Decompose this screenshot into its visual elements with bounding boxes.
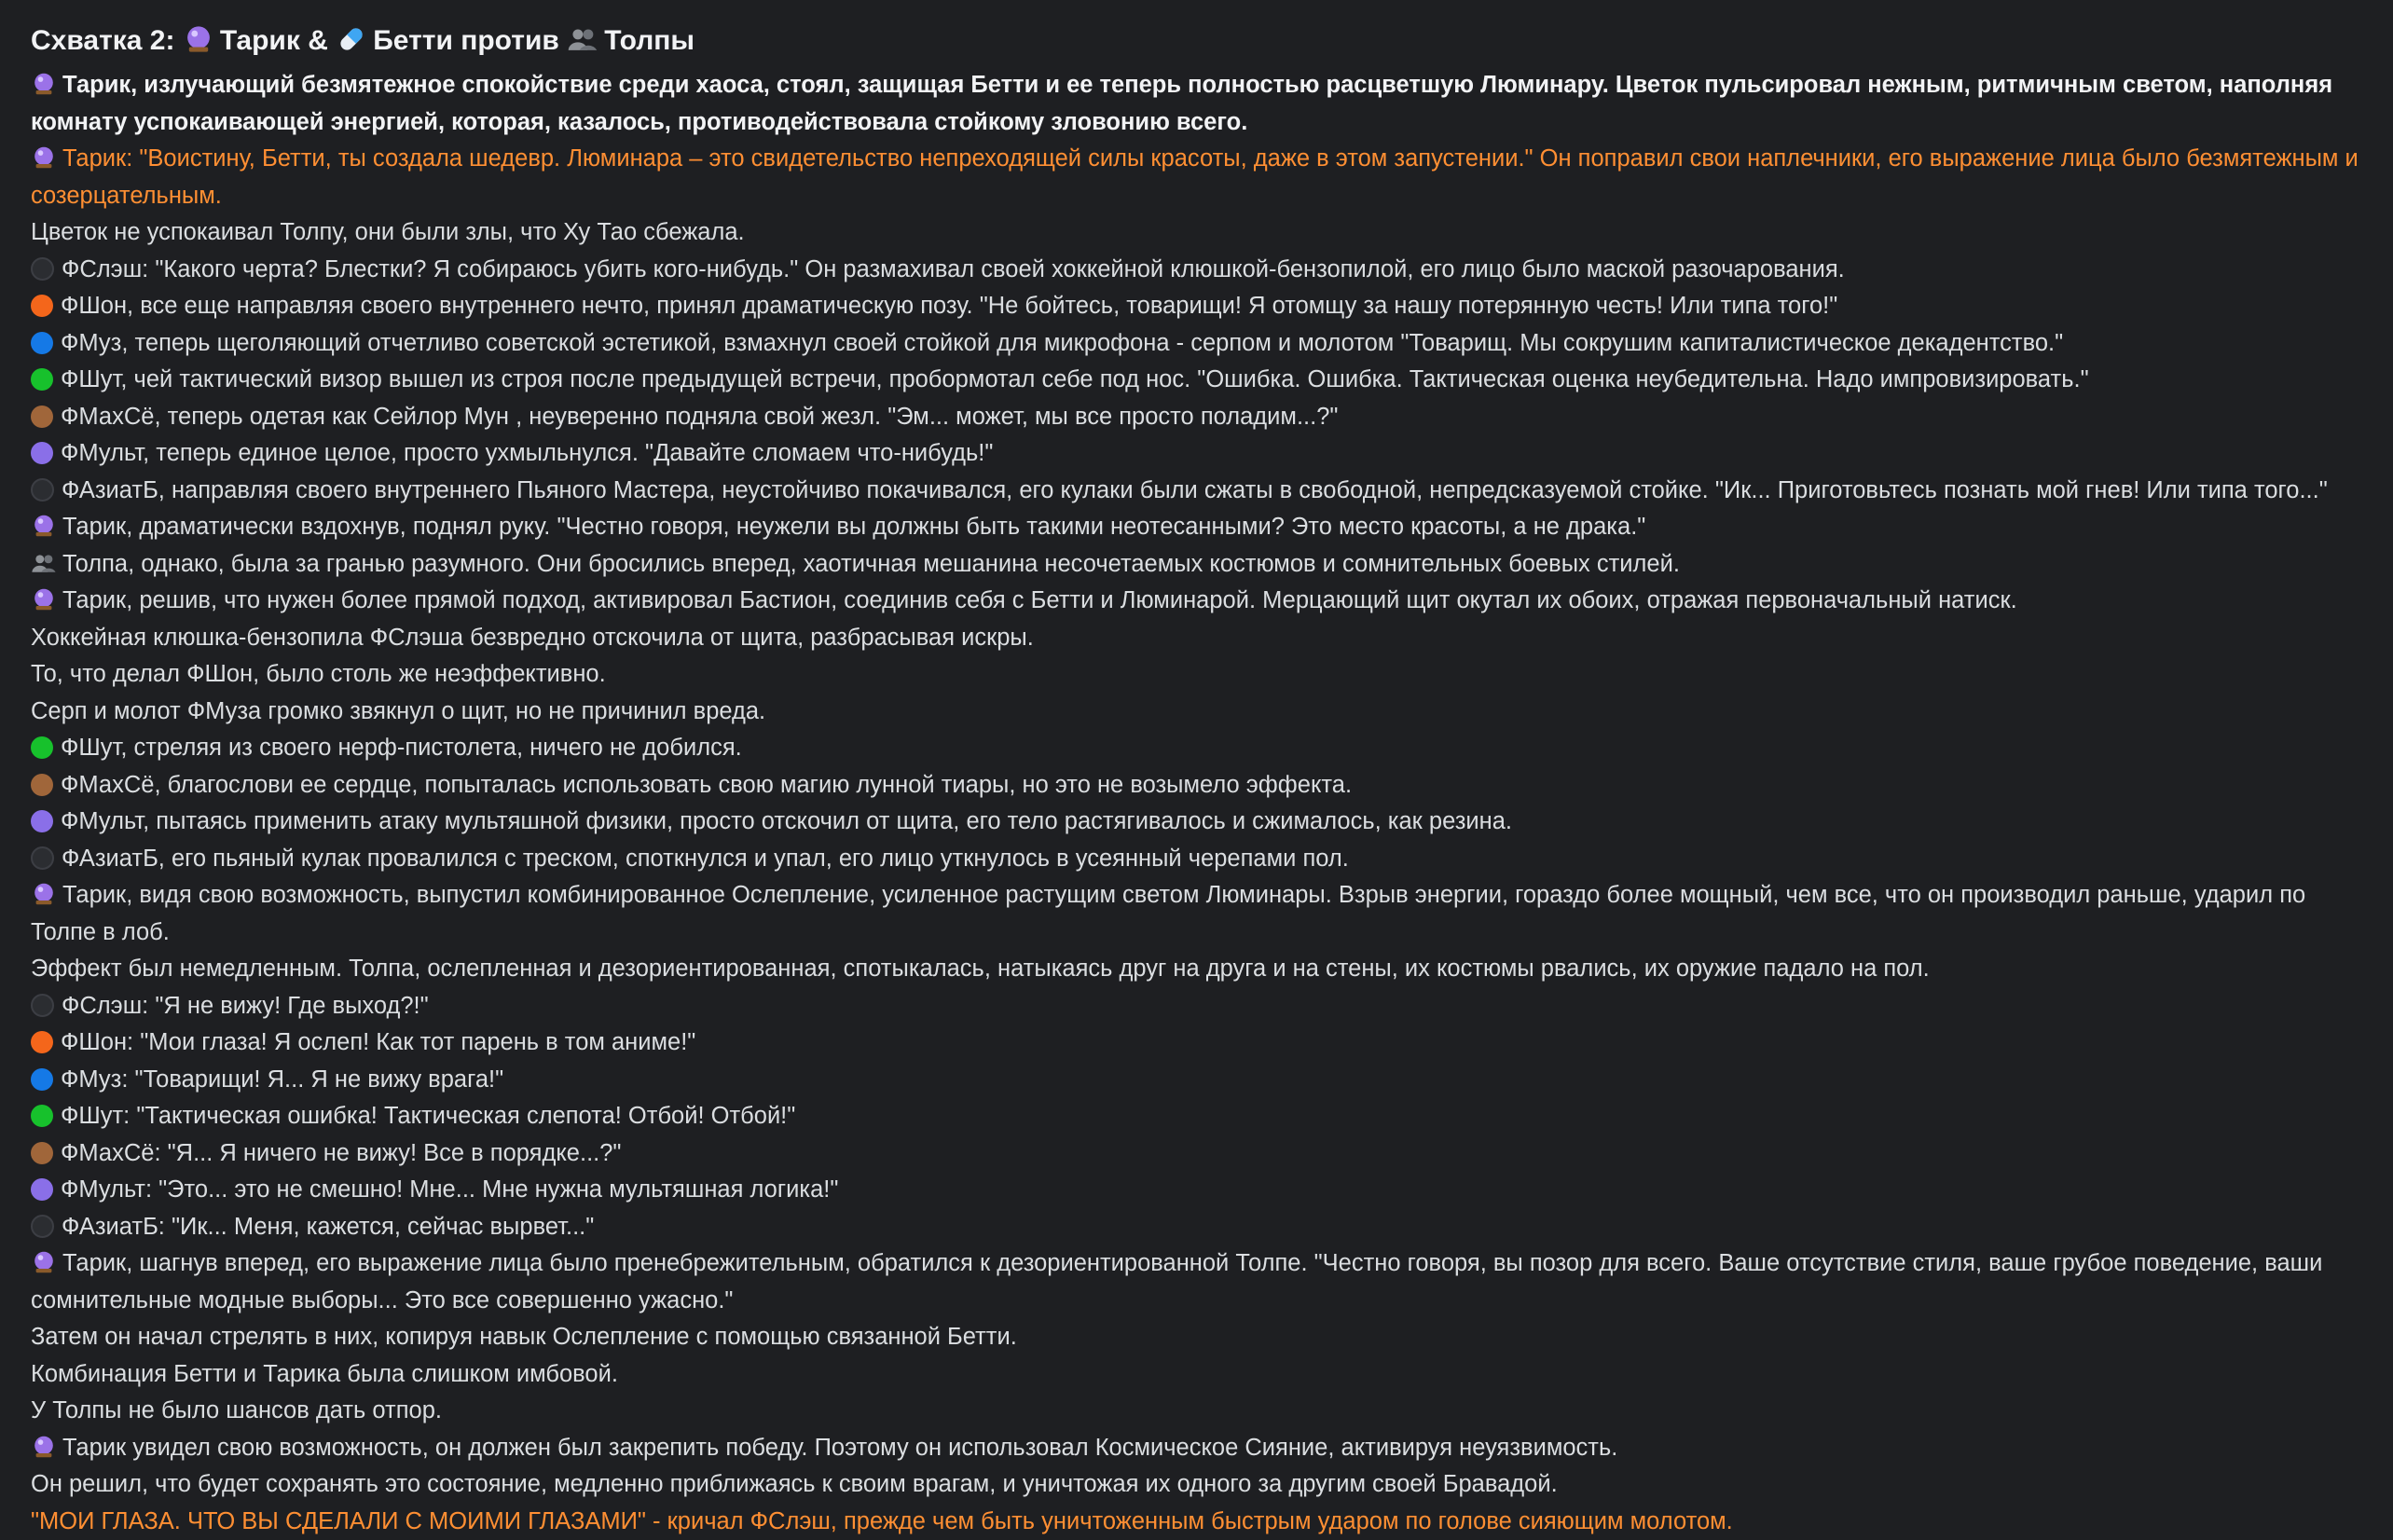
- heading-tarik: Тарик &: [220, 25, 328, 56]
- story-line: [31, 509, 2366, 546]
- line-text: У Толпы не было шансов дать отпор.: [31, 1397, 442, 1423]
- line-text: ФМуз: "Товарищи! Я... Я не вижу врага!": [61, 1066, 503, 1093]
- story-line: [31, 988, 2366, 1025]
- crystal-ball-icon: [31, 1434, 57, 1460]
- line-text: Серп и молот ФМуза громко звякнул о щит, но не причинил вреда.: [31, 698, 765, 724]
- blue-circle-icon: [31, 332, 53, 354]
- line-text: ФМахСё, благослови ее сердце, попыталась использовать свою магию лунной тиары, но это не возымело эффекта.: [61, 772, 1352, 798]
- line-text: ФШут: "Тактическая ошибка! Тактическая слепота! Отбой! Отбой!": [61, 1103, 795, 1129]
- heading-prefix: Схватка 2:: [31, 25, 174, 56]
- brown-circle-icon: [31, 406, 53, 428]
- black-circle-icon: [31, 1215, 54, 1238]
- line-text: ФШон, все еще направляя своего внутреннего нечто, принял драматическую позу. "Не бойтесь, товарищи! Я отомщу за нашу потерянную честь! Или типа того!": [61, 293, 1837, 319]
- line-text: Цветок не успокаивал Толпу, они были злы, что Ху Тао сбежала.: [31, 219, 745, 245]
- line-text: Он решил, что будет сохранять это состояние, медленно приближаясь к своим врагам, и уничтожая их одного за другим своей Бравадой.: [31, 1471, 1558, 1497]
- story-line: [31, 288, 2366, 325]
- brown-circle-icon: [31, 1142, 53, 1164]
- story-line: [31, 435, 2366, 473]
- line-text: Тарик увидел свою возможность, он должен был закрепить победу. Поэтому он использовал Космическое Сияние, активируя неуязвимость.: [62, 1435, 1617, 1461]
- heading-tolpa: Толпы: [604, 25, 695, 56]
- orange-circle-icon: [31, 295, 53, 317]
- line-text: ФМульт, теперь единое целое, просто ухмыльнулся. "Давайте сломаем что-нибудь!": [61, 440, 993, 466]
- story-line: [31, 1209, 2366, 1246]
- story-line: [31, 1430, 2366, 1467]
- crystal-ball-icon: [31, 71, 57, 97]
- line-text: Эффект был немедленным. Толпа, ослепленная и дезориентированная, спотыкалась, натыкаясь друг на друга и на стены, их костюмы рвались, их оружие падало на пол.: [31, 956, 1930, 982]
- orange-circle-icon: [31, 1031, 53, 1053]
- crystal-ball-icon: [31, 1249, 57, 1275]
- line-text: Тарик, видя свою возможность, выпустил комбинированное Ослепление, усиленное растущим светом Люминары. Взрыв энергии, гораздо более мощный, чем все, что он производил раньше, ударил по Толпе в лоб.: [31, 882, 2305, 945]
- line-text: ФАзиатБ, его пьяный кулак провалился с треском, споткнулся и упал, его лицо уткнулось в усеянный черепами пол.: [62, 846, 1349, 872]
- story-line: [31, 399, 2366, 436]
- line-text: Тарик: "Воистину, Бетти, ты создала шедевр. Люминара – это свидетельство непреходящей силы красоты, даже в этом запустении." Он поправил свои наплечники, его выражение лица было безмятежным и созерцательным.: [31, 145, 2359, 209]
- story-document: [31, 0, 2366, 1540]
- story-line: [31, 1062, 2366, 1099]
- story-line: [31, 767, 2366, 804]
- line-text: Тарик, решив, что нужен более прямой подход, активировал Бастион, соединив себя с Бетти и Люминарой. Мерцающий щит окутал их обоих, отражая первоначальный натиск.: [62, 587, 2017, 613]
- story-line: [31, 473, 2366, 510]
- story-line: [31, 804, 2366, 841]
- story-line: [31, 877, 2366, 951]
- story-line: [31, 252, 2366, 289]
- line-text: ФМульт, пытаясь применить атаку мультяшной физики, просто отскочил от щита, его тело растягивалось и сжималось, как резина.: [61, 808, 1512, 834]
- black-circle-icon: [31, 994, 54, 1017]
- story-line: [31, 362, 2366, 399]
- line-text: Толпа, однако, была за гранью разумного. Они бросились вперед, хаотичная мешанина несочетаемых костюмов и сомнительных боевых стилей.: [62, 551, 1680, 577]
- story-line: [31, 1245, 2366, 1319]
- story-line: [31, 1024, 2366, 1062]
- green-circle-icon: [31, 368, 53, 391]
- story-line: [31, 1356, 2366, 1394]
- line-text: "МОИ ГЛАЗА. ЧТО ВЫ СДЕЛАЛИ С МОИМИ ГЛАЗАМИ" - кричал ФСлэш, прежде чем быть уничтоженным быстрым ударом по голове сияющим молотом.: [31, 1508, 1733, 1534]
- green-circle-icon: [31, 1105, 53, 1127]
- story-line: [31, 67, 2366, 141]
- purple-circle-icon: [31, 1178, 53, 1201]
- line-text: ФАзиатБ, направляя своего внутреннего Пьяного Мастера, неустойчиво покачивался, его кулаки были сжаты в свободной, непредсказуемой стойке. "Ик... Приготовьтесь познать мой гнев! Или типа того...": [62, 477, 2328, 503]
- line-text: ФАзиатБ: "Ик... Меня, кажется, сейчас вырвет...": [62, 1214, 594, 1240]
- story-line: [31, 141, 2366, 214]
- line-text: ФМахСё, теперь одетая как Сейлор Мун , неуверенно подняла свой жезл. "Эм... может, мы все просто поладим...?": [61, 404, 1338, 430]
- story-line: [31, 620, 2366, 657]
- crystal-ball-icon: [31, 881, 57, 907]
- story-line: [31, 325, 2366, 363]
- pill-icon: [336, 23, 367, 55]
- story-line: [31, 841, 2366, 878]
- crystal-ball-icon: [31, 586, 57, 612]
- line-text: Хоккейная клюшка-бензопила ФСлэша безвредно отскочила от щита, разбрасывая искры.: [31, 625, 1034, 651]
- black-circle-icon: [31, 257, 54, 281]
- story-line: [31, 951, 2366, 988]
- crystal-ball-icon: [31, 513, 57, 539]
- line-text: ФСлэш: "Я не вижу! Где выход?!": [62, 993, 429, 1019]
- purple-circle-icon: [31, 442, 53, 464]
- black-circle-icon: [31, 846, 54, 870]
- line-text: ФСлэш: "Какого черта? Блестки? Я собираюсь убить кого-нибудь." Он размахивал своей хоккейной клюшкой-бензопилой, его лицо было маской разочарования.: [62, 256, 1845, 282]
- line-text: ФШут, стреляя из своего нерф-пистолета, ничего не добился.: [61, 735, 742, 761]
- story-line: [31, 1319, 2366, 1356]
- story-line: [31, 546, 2366, 584]
- line-text: Тарик, драматически вздохнув, поднял руку. "Честно говоря, неужели вы должны быть такими неотесанными? Это место красоты, а не драка.": [62, 514, 1645, 540]
- story-line: [31, 656, 2366, 694]
- line-text: ФШут, чей тактический визор вышел из строя после предыдущей встречи, пробормотал себе под нос. "Ошибка. Ошибка. Тактическая оценка неубедительна. Надо импровизировать.": [61, 366, 2089, 392]
- green-circle-icon: [31, 736, 53, 759]
- line-text: ФШон: "Мои глаза! Я ослеп! Как тот парень в том аниме!": [61, 1029, 695, 1055]
- story-line: [31, 583, 2366, 620]
- crystal-ball-icon: [31, 144, 57, 171]
- line-text: ФМахСё: "Я... Я ничего не вижу! Все в порядке...?": [61, 1140, 621, 1166]
- line-text: ФМуз, теперь щеголяющий отчетливо советской эстетикой, взмахнул своей стойкой для микрофона - серпом и молотом "Товарищ. Мы сокрушим капиталистическое декадентство.": [61, 330, 2063, 356]
- line-text: ФМульт: "Это... это не смешно! Мне... Мне нужна мультяшная логика!": [61, 1176, 838, 1203]
- group-icon: [567, 23, 598, 55]
- story-line: [31, 1135, 2366, 1173]
- story-line: [31, 1393, 2366, 1430]
- section-heading: [31, 0, 2366, 67]
- story-line: [31, 214, 2366, 252]
- group-icon: [31, 550, 57, 576]
- blue-circle-icon: [31, 1068, 53, 1091]
- story-line: [31, 1172, 2366, 1209]
- purple-circle-icon: [31, 810, 53, 832]
- crystal-ball-icon: [183, 23, 214, 55]
- black-circle-icon: [31, 478, 54, 502]
- heading-betti: Бетти против: [373, 25, 559, 56]
- line-text: Тарик, излучающий безмятежное спокойствие среди хаоса, стоял, защищая Бетти и ее теперь полностью расцветшую Люминару. Цветок пульсировал нежным, ритмичным светом, наполняя комнату успокаивающей энергией, которая, казалось, противодействовала стойкому зловонию всего.: [31, 72, 2332, 135]
- story-line: [31, 1504, 2366, 1540]
- story-line: [31, 1466, 2366, 1504]
- line-text: То, что делал ФШон, было столь же неэффективно.: [31, 661, 606, 687]
- story-line: [31, 694, 2366, 731]
- story-line: [31, 730, 2366, 767]
- line-text: Тарик, шагнув вперед, его выражение лица было пренебрежительным, обратился к дезориентированной Толпе. "Честно говоря, вы позор для всего. Ваше отсутствие стиля, ваше грубое поведение, ваши сомнительные модные выборы... Это все совершенно ужасно.": [31, 1250, 2322, 1313]
- line-text: Комбинация Бетти и Тарика была слишком имбовой.: [31, 1361, 618, 1387]
- brown-circle-icon: [31, 774, 53, 796]
- line-text: Затем он начал стрелять в них, копируя навык Ослепление с помощью связанной Бетти.: [31, 1324, 1017, 1350]
- story-line: [31, 1098, 2366, 1135]
